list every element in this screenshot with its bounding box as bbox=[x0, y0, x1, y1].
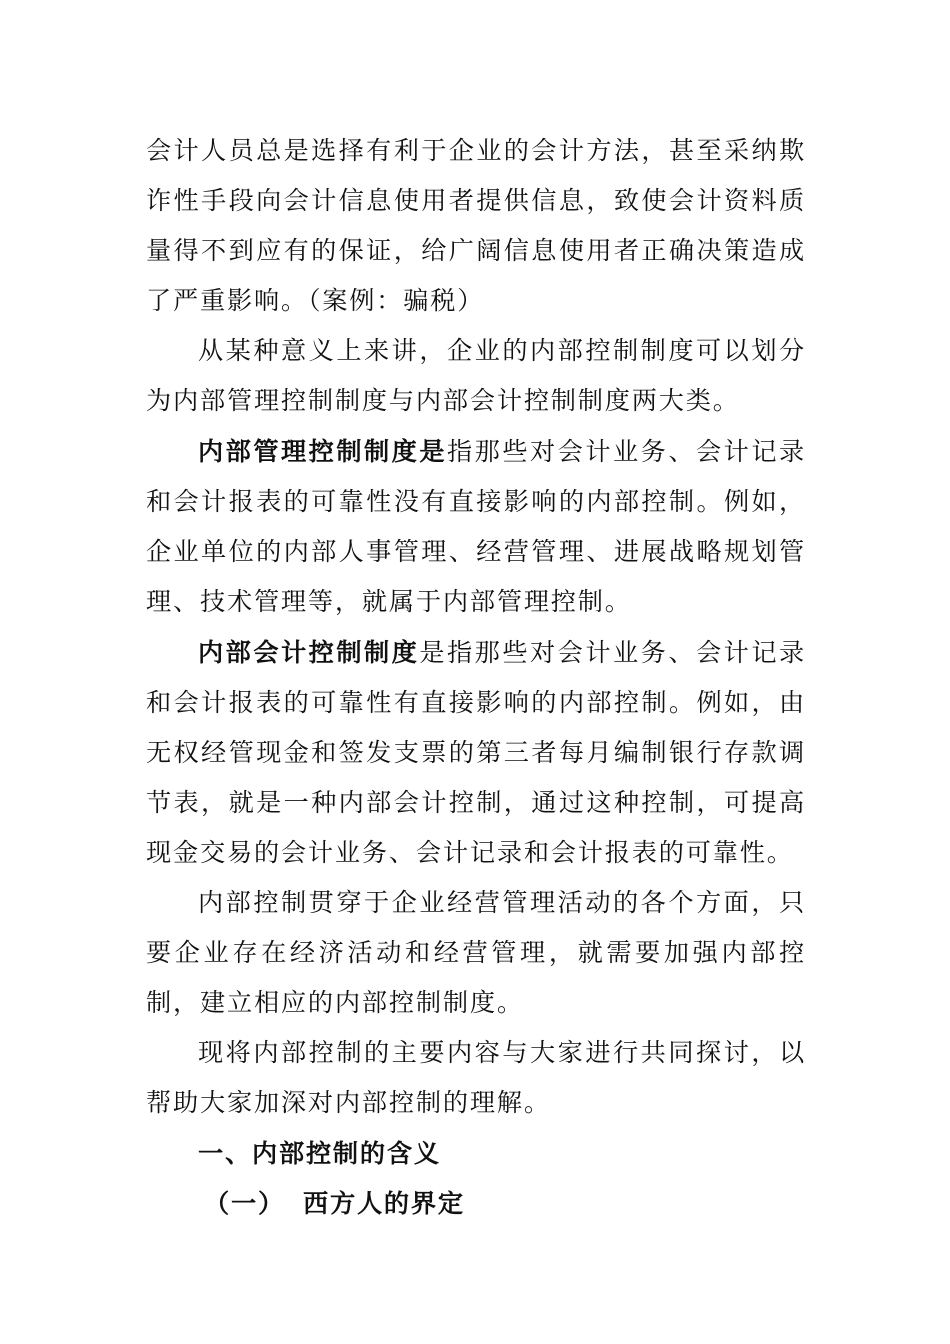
paragraph-control-scope: 内部控制贯穿于企业经营管理活动的各个方面，只要企业存在经济活动和经营管理，就需要加强内部控制，建立相应的内部控制制度。 bbox=[146, 888, 806, 1017]
subsection-number: （一） bbox=[204, 1188, 285, 1218]
document-page bbox=[146, 126, 806, 1228]
paragraph-accounting-control bbox=[146, 627, 806, 878]
term-management-control: 内部管理控制制度是 bbox=[198, 436, 448, 466]
section-heading: 一、内部控制的含义 bbox=[198, 1138, 441, 1168]
term-accounting-control: 内部会计控制制度 bbox=[198, 637, 420, 667]
paragraph-accounting-misconduct: 会计人员总是选择有利于企业的会计方法，甚至采纳欺诈性手段向会计信息使用者提供信息，致使会计资料质量得不到应有的保证，给广阔信息使用者正确决策造成了严重影响。（案例：骗税） bbox=[146, 136, 806, 315]
definition-management-control: 指那些对会计业务、会计记录和会计报表的可靠性没有直接影响的内部控制。例如，企业单位的内部人事管理、经营管理、进展战略规划管理、技术管理等，就属于内部管理控制。 bbox=[146, 437, 807, 616]
definition-accounting-control: 是指那些对会计业务、会计记录和会计报表的可靠性有直接影响的内部控制。例如，由无权经管现金和签发支票的第三者每月编制银行存款调节表，就是一种内部会计控制，通过这种控制，可提高现金交易的会计业务、会计记录和会计报表的可靠性。 bbox=[146, 638, 806, 867]
subsection-title: 西方人的界定 bbox=[302, 1188, 465, 1218]
paragraph-management-control bbox=[146, 426, 806, 627]
paragraph-control-classification: 从某种意义上来讲，企业的内部控制制度可以划分为内部管理控制制度与内部会计控制制度两大类。 bbox=[146, 336, 806, 415]
paragraph-discussion-intro: 现将内部控制的主要内容与大家进行共同探讨，以帮助大家加深对内部控制的理解。 bbox=[146, 1038, 806, 1117]
subsection-heading bbox=[146, 1178, 806, 1228]
